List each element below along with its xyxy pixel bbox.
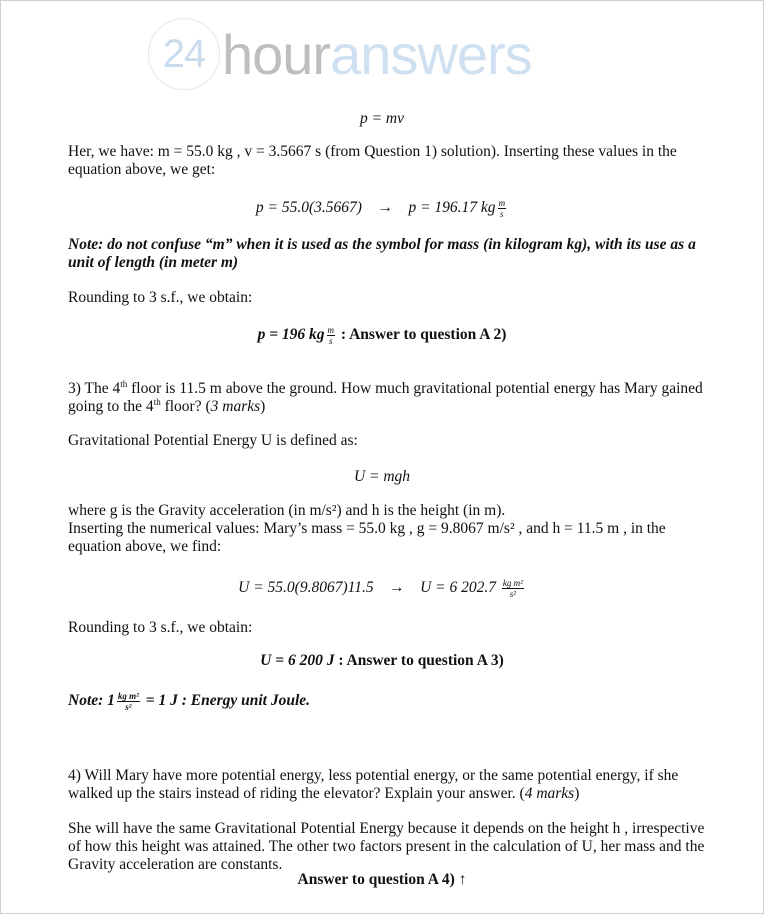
where-text-line2: Inserting the numerical values: Mary’s mass = 55.0 kg , g = 9.8067 m/s² , and h = 11.5 m , in the (68, 520, 666, 537)
answer-a3: U = 6 200 J : Answer to question A 3) (260, 652, 504, 669)
answer-4-line1: She will have the same Gravitational Potential Energy because it depends on the height h , irrespective (68, 820, 705, 837)
equation-momentum: p = mv (359, 110, 405, 127)
note-joule: Note: 1 $\frac{\text{kg m²}}{\text{s²}}$ = 1 J : Energy unit Joule. (68, 691, 311, 712)
note-mass-line2: unit of length (in meter m) (68, 254, 239, 271)
fraction-kgm2-s2: $\frac{\text{kg m²}}{\text{s²}}$ (502, 578, 523, 599)
answer-4-line3: Gravity acceleration are constants. (68, 856, 283, 873)
watermark-logo (148, 18, 532, 90)
fraction-m-s-answer: $\frac{m}{s}$ (327, 325, 335, 346)
answer-4-line2: of how this height was attained. The other two factors present in the calculation of U, her mass and the (68, 838, 705, 855)
question-3-line1: 3) The 4th floor is 11.5 m above the ground. How much gravitational potential energy has Mary gained (68, 378, 703, 397)
question-4-line2: walked up the stairs instead of riding the elevator? Explain your answer. (4 marks) (68, 785, 580, 802)
equation-u-mgh: U = mgh (353, 468, 411, 485)
answer-a2: p = 196 kg $\frac{m}{s}$ : Answer to question A 2) (257, 325, 507, 346)
rounding-text-2: Rounding to 3 s.f., we obtain: (68, 619, 253, 636)
equation-p-calculation: p = 55.0(3.5667) → p = 196.17 kg $\frac{m}{s}$ (255, 198, 506, 219)
fraction-m-s: $\frac{m}{s}$ (498, 198, 506, 219)
gpe-definition-text: Gravitational Potential Energy U is defined as: (68, 432, 358, 449)
where-text-line3: equation above, we find: (68, 538, 222, 555)
equation-u-calculation: U = 55.0(9.8067)11.5 → U = 6 202.7 $\frac{\text{kg m²}}{\text{s²}}$ (238, 578, 523, 599)
watermark-circle: 24 (148, 18, 220, 90)
rounding-text-1: Rounding to 3 s.f., we obtain: (68, 289, 253, 306)
answer-a4: Answer to question A 4) ↑ (297, 871, 467, 888)
where-text-line1: where g is the Gravity acceleration (in m/s²) and h is the height (in m). (68, 502, 506, 519)
note-mass-line1: Note: do not confuse “m” when it is used as the symbol for mass (in kilogram kg), with its use as a (68, 236, 696, 253)
values-text-line2: equation above, we get: (68, 161, 216, 178)
question-4-line1: 4) Will Mary have more potential energy, less potential energy, or the same potential energy, if she (68, 767, 679, 784)
watermark-answers: answers (330, 22, 532, 86)
question-3-line2: going to the 4th floor? (3 marks) (68, 396, 266, 415)
watermark-hour: hour (222, 22, 331, 86)
fraction-joule: $\frac{\text{kg m²}}{\text{s²}}$ (117, 691, 139, 712)
values-text-line1: Her, we have: m = 55.0 kg , v = 3.5667 s (from Question 1) solution). Inserting these values in the (68, 143, 677, 160)
